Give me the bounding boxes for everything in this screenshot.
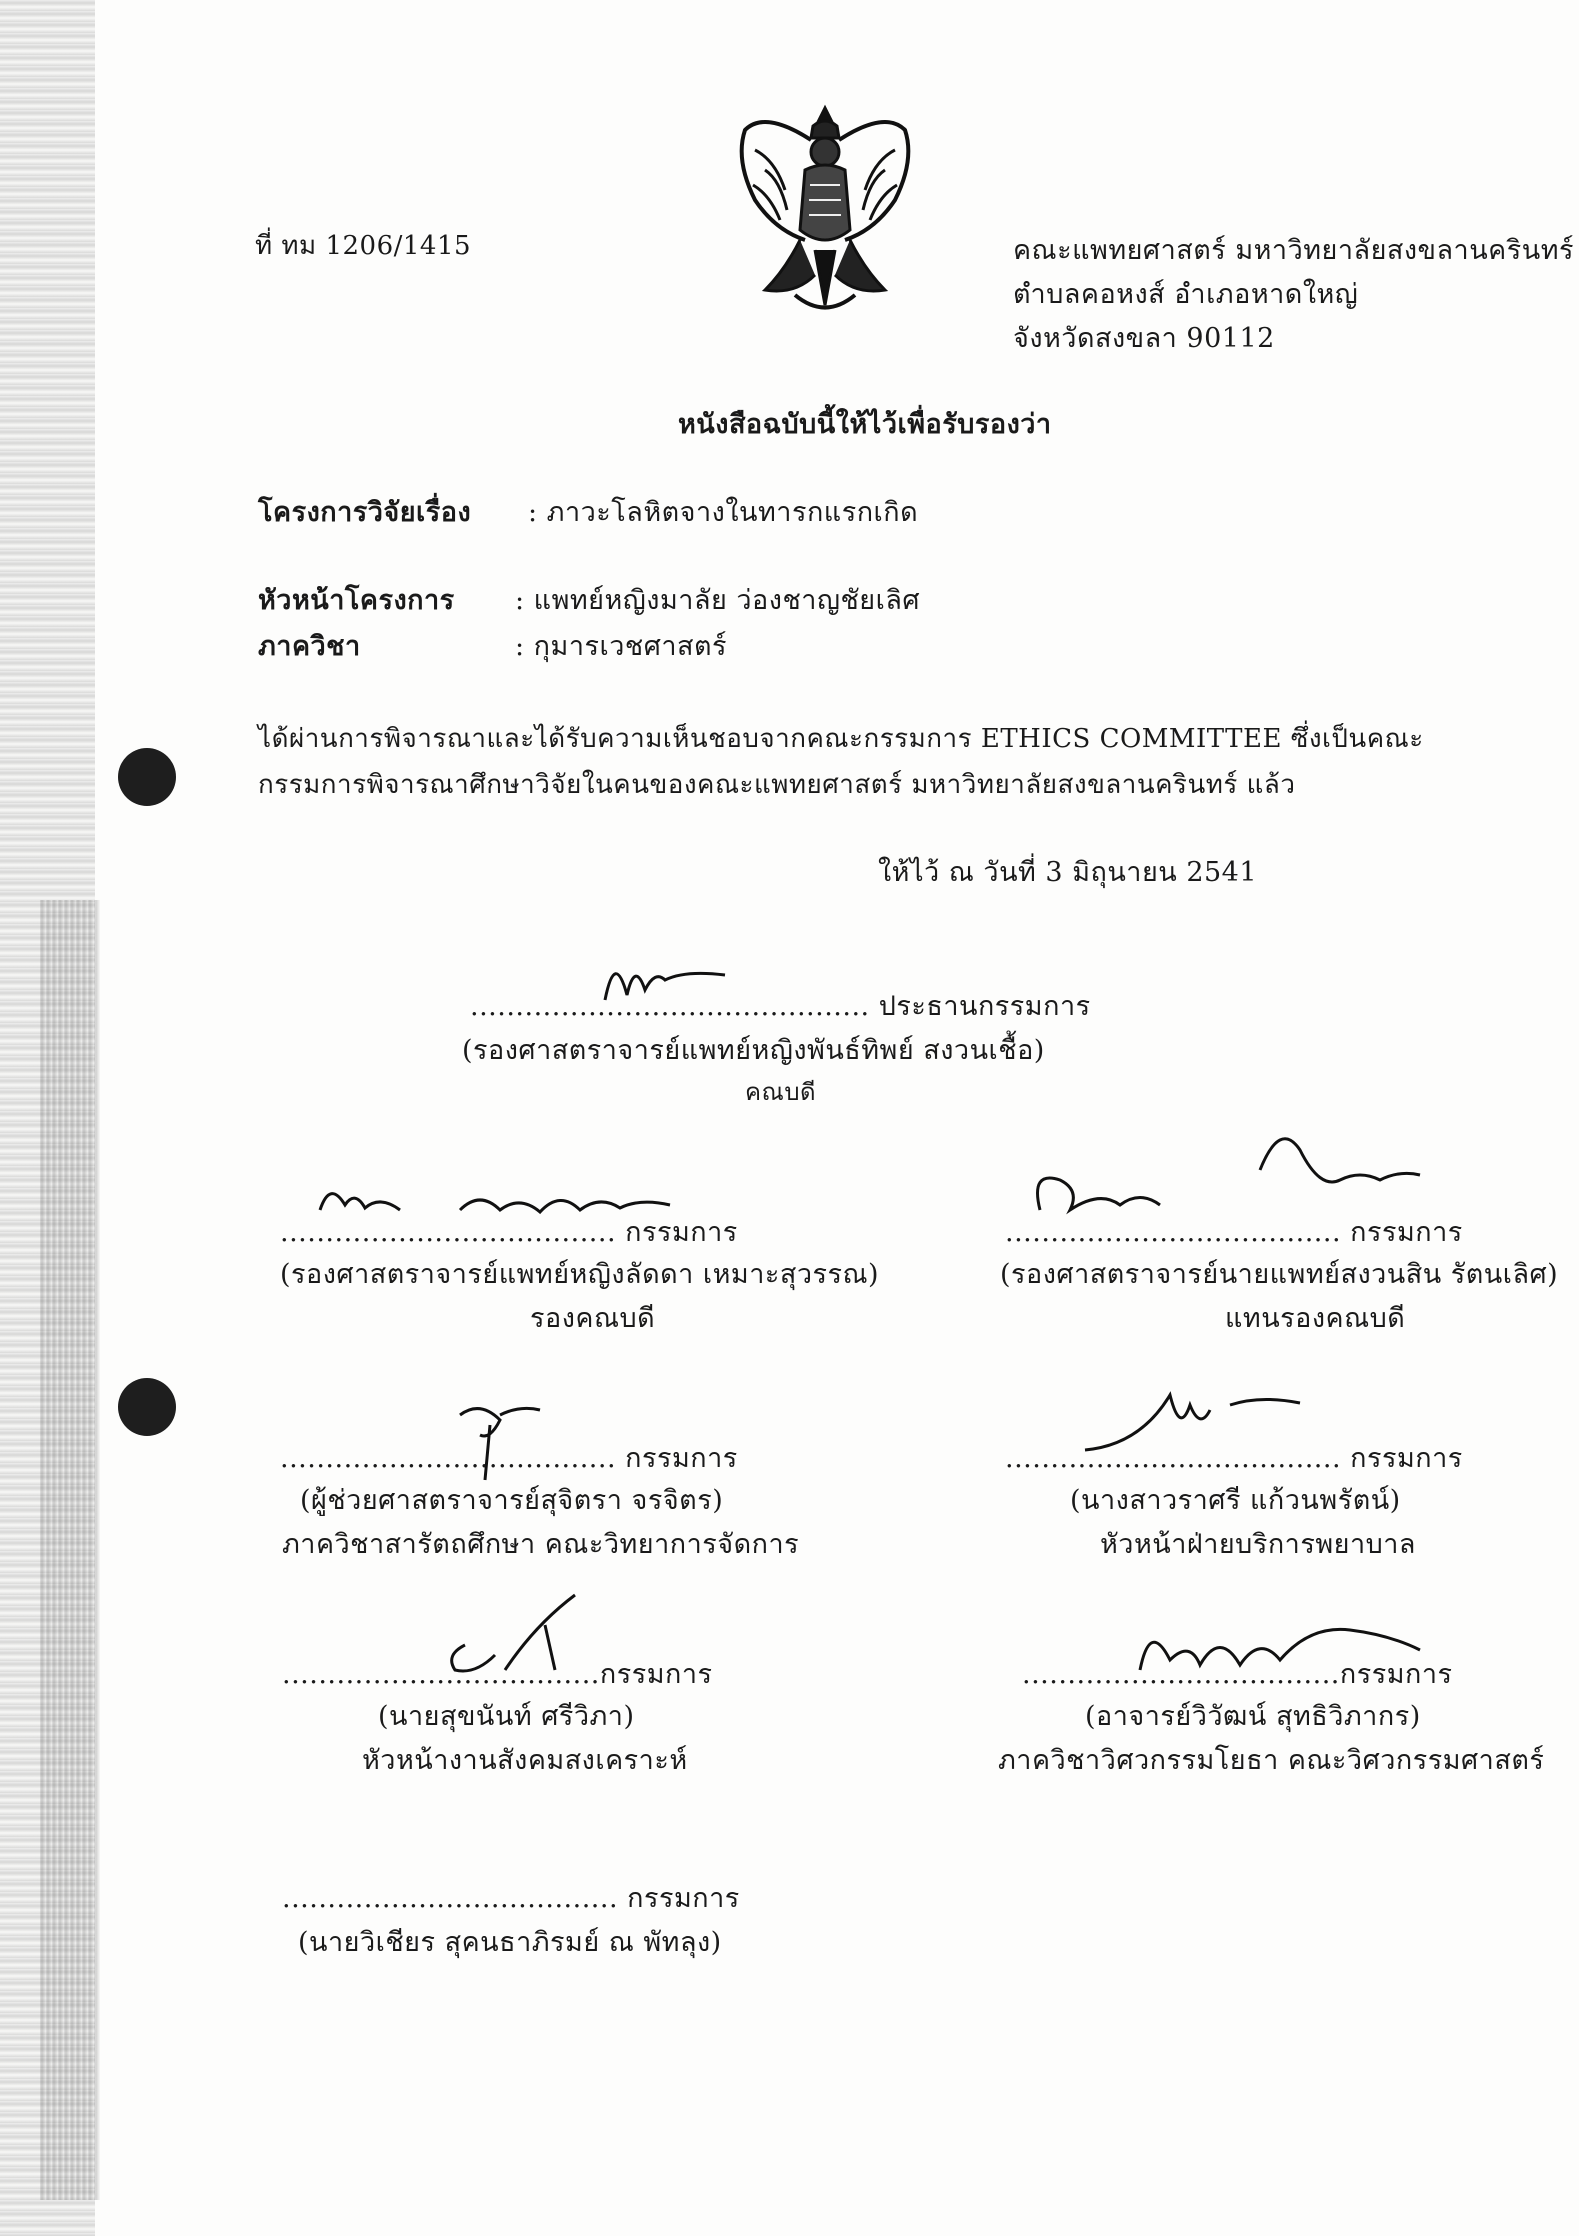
- project-head-value: : แพทย์หญิงมาลัย ว่องชาญชัยเลิศ: [515, 585, 921, 616]
- address-line-1: คณะแพทยศาสตร์ มหาวิทยาลัยสงขลานครินทร์: [1013, 235, 1574, 266]
- member6-title: ภาควิชาวิศวกรรมโยธา คณะวิศวกรรมศาสตร์: [998, 1745, 1545, 1776]
- member3-signature-line: ..................................... กรรมการ: [280, 1443, 738, 1474]
- department-label: ภาควิชา: [258, 631, 361, 662]
- body-line-2: กรรมการพิจารณาศึกษาวิจัยในคนของคณะแพทยศาสตร์ มหาวิทยาลัยสงขลานครินทร์ แล้ว: [258, 770, 1296, 800]
- member5-signature-line: ...................................กรรมการ: [282, 1659, 713, 1690]
- body-line-1: ได้ผ่านการพิจารณาและได้รับความเห็นชอบจากคณะกรรมการ ETHICS COMMITTEE ซึ่งเป็นคณะ: [258, 724, 1424, 754]
- member6-name: (อาจารย์วิวัฒน์ สุทธิวิภากร): [1085, 1701, 1421, 1732]
- member1-name: (รองศาสตราจารย์แพทย์หญิงลัดดา เหมาะสุวรรณ): [280, 1259, 880, 1290]
- member2-title: แทนรองคณบดี: [1225, 1303, 1406, 1334]
- garuda-emblem: [725, 90, 925, 330]
- chair-name: (รองศาสตราจารย์แพทย์หญิงพันธ์ทิพย์ สงวนเชื้อ): [462, 1035, 1045, 1066]
- department-value: : กุมารเวชศาสตร์: [515, 631, 728, 662]
- chair-signature-line: ............................................ ประธานกรรมการ: [470, 991, 1091, 1022]
- address-line-2: ตำบลคอหงส์ อำเภอหาดใหญ่: [1013, 279, 1359, 310]
- project-label: โครงการวิจัยเรื่อง: [258, 497, 472, 528]
- member5-title: หัวหน้างานสังคมสงเคราะห์: [362, 1745, 688, 1776]
- member2-signature-line: ..................................... กรรมการ: [1005, 1217, 1463, 1248]
- reference-number: ที่ ทม 1206/1415: [255, 231, 472, 261]
- issue-date: ให้ไว้ ณ วันที่ 3 มิถุนายน 2541: [878, 857, 1258, 888]
- member6-signature-line: ...................................กรรมการ: [1022, 1659, 1453, 1690]
- member7-signature-line: ..................................... กรรมการ: [282, 1883, 740, 1914]
- member1-title: รองคณบดี: [530, 1303, 656, 1334]
- document-title: หนังสือฉบับนี้ให้ไว้เพื่อรับรองว่า: [678, 409, 1052, 440]
- member3-title: ภาควิชาสารัตถศึกษา คณะวิทยาการจัดการ: [282, 1529, 800, 1560]
- punch-hole: [118, 748, 176, 806]
- member2-name: (รองศาสตราจารย์นายแพทย์สงวนสิน รัตนเลิศ): [1000, 1259, 1559, 1290]
- member4-title: หัวหน้าฝ่ายบริการพยาบาล: [1100, 1529, 1416, 1560]
- member5-name: (นายสุขนันท์ ศรีวิภา): [378, 1701, 635, 1732]
- member4-name: (นางสาวราศรี แก้วนพรัตน์): [1070, 1485, 1401, 1516]
- project-value: : ภาวะโลหิตจางในทารกแรกเกิด: [528, 497, 919, 528]
- scan-shadow: [40, 900, 100, 2200]
- punch-hole: [118, 1378, 176, 1436]
- member4-signature-line: ..................................... กรรมการ: [1005, 1443, 1463, 1474]
- address-line-3: จังหวัดสงขลา 90112: [1013, 323, 1275, 354]
- chair-title: คณบดี: [745, 1078, 817, 1106]
- project-head-label: หัวหน้าโครงการ: [258, 585, 455, 616]
- member3-name: (ผู้ช่วยศาสตราจารย์สุจิตรา จรจิตร): [300, 1485, 724, 1516]
- member1-signature-line: ..................................... กรรมการ: [280, 1217, 738, 1248]
- member7-name: (นายวิเชียร สุคนธาภิรมย์ ณ พัทลุง): [298, 1927, 722, 1958]
